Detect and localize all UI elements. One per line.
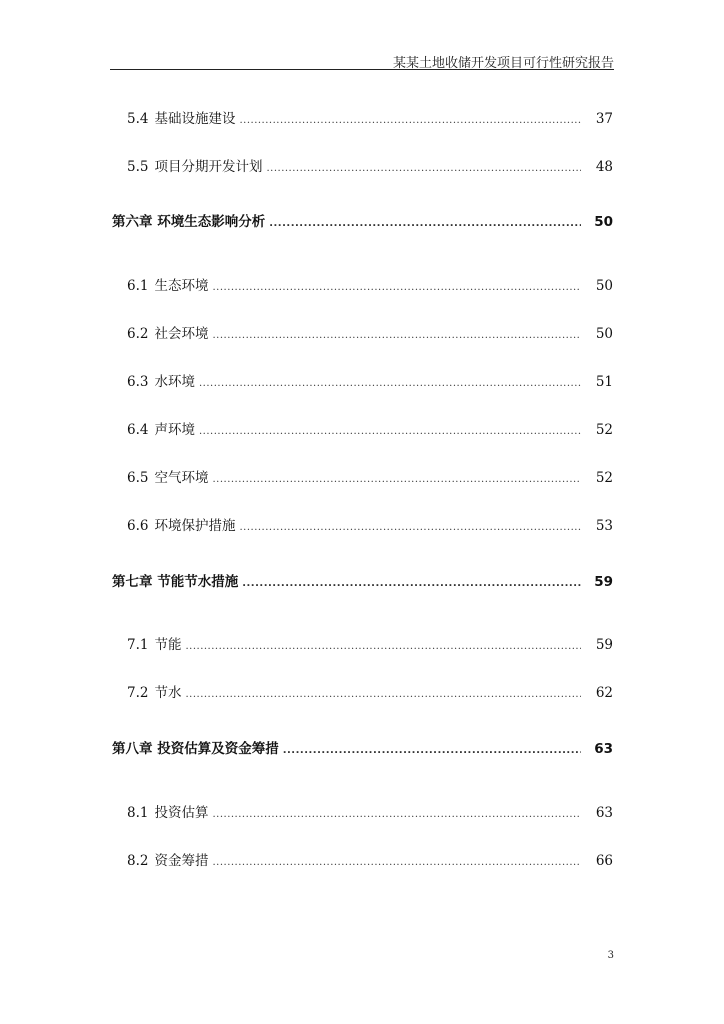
toc-entry[interactable]	[127, 107, 613, 127]
toc-entry-number: 5.4	[127, 111, 149, 127]
toc-entry-page: 37	[595, 111, 613, 127]
toc-entry-title: 社会环境	[154, 326, 209, 342]
toc-entry-number: 8.1	[127, 805, 149, 821]
dot-leader	[239, 111, 581, 127]
toc-entry-title: 节水	[154, 685, 182, 701]
toc-entry-page: 63	[595, 805, 613, 821]
toc-chapter-entry[interactable]	[112, 570, 613, 590]
toc-chapter-page: 63	[594, 741, 613, 757]
toc-entry-title: 声环境	[154, 422, 195, 438]
dot-leader	[269, 214, 581, 230]
dot-leader	[212, 278, 581, 294]
toc-entry[interactable]	[127, 681, 613, 701]
dot-leader	[212, 470, 581, 486]
dot-leader	[266, 159, 581, 175]
toc-entry-number: 6.2	[127, 326, 149, 342]
toc-entry[interactable]	[127, 801, 613, 821]
dot-leader	[283, 741, 581, 757]
toc-entry-page: 66	[595, 853, 613, 869]
toc-entry[interactable]	[127, 466, 613, 486]
dot-leader	[185, 637, 581, 653]
document-title: 某某土地收储开发项目可行性研究报告	[392, 56, 614, 71]
dot-leader	[242, 574, 581, 590]
toc-chapter-title: 第七章 节能节水措施	[112, 574, 239, 590]
toc-entry[interactable]	[127, 514, 613, 534]
dot-leader	[185, 685, 581, 701]
toc-entry-title: 水环境	[154, 374, 195, 390]
dot-leader	[199, 422, 581, 438]
toc-entry[interactable]	[127, 155, 613, 175]
toc-entry-title: 空气环境	[154, 470, 209, 486]
toc-entry[interactable]	[127, 633, 613, 653]
toc-entry-page: 50	[595, 326, 613, 342]
toc-entry-page: 51	[595, 374, 613, 390]
dot-leader	[239, 518, 581, 534]
dot-leader	[212, 326, 581, 342]
toc-entry-number: 6.5	[127, 470, 149, 486]
toc-entry-title: 项目分期开发计划	[154, 159, 263, 175]
toc-chapter-title: 第六章 环境生态影响分析	[112, 214, 266, 230]
toc-entry-page: 59	[595, 637, 613, 653]
toc-entry-number: 6.6	[127, 518, 149, 534]
toc-chapter-entry[interactable]	[112, 737, 613, 757]
toc-entry-page: 50	[595, 278, 613, 294]
toc-entry-number: 5.5	[127, 159, 149, 175]
toc-entry-number: 6.3	[127, 374, 149, 390]
dot-leader	[212, 805, 581, 821]
toc-entry-page: 62	[595, 685, 613, 701]
toc-chapter-page: 50	[594, 214, 613, 230]
toc-entry-number: 7.1	[127, 637, 149, 653]
toc-entry-title: 环境保护措施	[154, 518, 236, 534]
toc-entry-number: 8.2	[127, 853, 149, 869]
dot-leader	[212, 853, 581, 869]
toc-entry-title: 资金筹措	[154, 853, 209, 869]
dot-leader	[199, 374, 581, 390]
toc-entry-page: 52	[595, 470, 613, 486]
toc-entry-number: 6.1	[127, 278, 149, 294]
toc-entry-page: 48	[595, 159, 613, 175]
toc-entry-number: 6.4	[127, 422, 149, 438]
page-number: 3	[607, 950, 614, 961]
toc-chapter-entry[interactable]	[112, 210, 613, 230]
toc-entry-page: 52	[595, 422, 613, 438]
toc-entry-title: 节能	[154, 637, 182, 653]
toc-entry[interactable]	[127, 418, 613, 438]
toc-entry-number: 7.2	[127, 685, 149, 701]
toc-chapter-title: 第八章 投资估算及资金筹措	[112, 741, 279, 757]
toc-entry[interactable]	[127, 849, 613, 869]
toc-chapter-page: 59	[594, 574, 613, 590]
toc-entry-title: 投资估算	[154, 805, 209, 821]
toc-entry[interactable]	[127, 274, 613, 294]
toc-entry-page: 53	[595, 518, 613, 534]
toc-entry[interactable]	[127, 370, 613, 390]
toc-entry[interactable]	[127, 322, 613, 342]
toc-entry-title: 基础设施建设	[154, 111, 236, 127]
toc-entry-title: 生态环境	[154, 278, 209, 294]
